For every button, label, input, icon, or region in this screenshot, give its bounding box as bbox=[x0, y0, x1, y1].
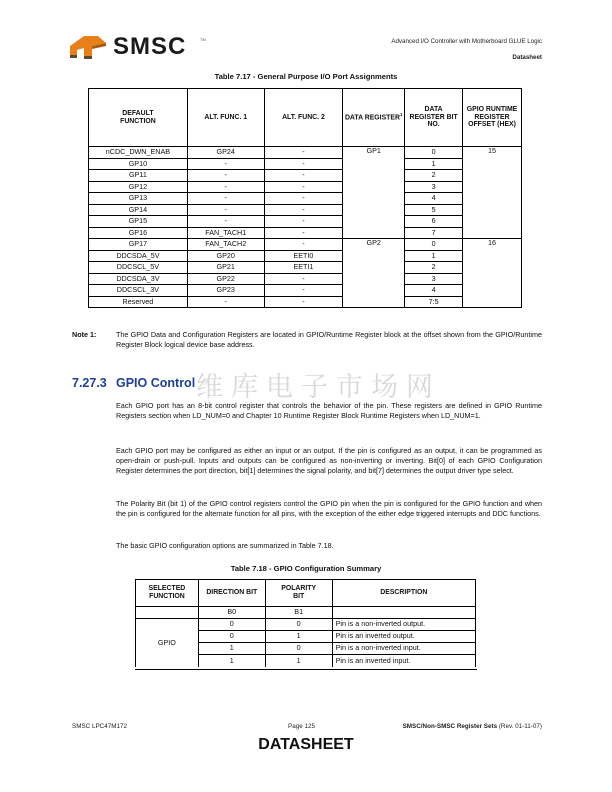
cell-alt1: - bbox=[187, 158, 264, 170]
cell-alt2: - bbox=[264, 147, 343, 159]
cell-alt2: - bbox=[264, 273, 343, 285]
cell-default: GP10 bbox=[89, 158, 188, 170]
cell-description: Pin is a non-inverted input. bbox=[332, 643, 475, 655]
cell-data-register: GP2 bbox=[343, 239, 405, 308]
cell-default: GP12 bbox=[89, 181, 188, 193]
cell-default: GP17 bbox=[89, 239, 188, 251]
cell-alt1: GP22 bbox=[187, 273, 264, 285]
cell-alt2: EETI0 bbox=[264, 250, 343, 262]
cell-bit: 2 bbox=[405, 262, 463, 274]
cell-alt2: - bbox=[264, 239, 343, 251]
note-label: Note 1: bbox=[72, 330, 97, 339]
table-subheader-row bbox=[136, 607, 476, 619]
cell-default: GP15 bbox=[89, 216, 188, 228]
cell-alt2: - bbox=[264, 296, 343, 308]
col-header-runtime-offset: GPIO RUNTIME REGISTER OFFSET (HEX) bbox=[463, 89, 522, 147]
table-row bbox=[89, 193, 522, 205]
cell-direction: 1 bbox=[198, 655, 265, 667]
col-header-description: DESCRIPTION bbox=[332, 580, 475, 607]
table-row bbox=[89, 262, 522, 274]
col-header-alt-func-2: ALT. FUNC. 2 bbox=[264, 89, 343, 147]
cell-function: GPIO bbox=[136, 619, 199, 667]
cell-description: Pin is an inverted output. bbox=[332, 631, 475, 643]
logo-wordmark: SMSC bbox=[113, 33, 187, 60]
footer-part-number: SMSC LPC47M172 bbox=[72, 723, 127, 730]
cell-data-register: GP1 bbox=[343, 147, 405, 239]
table-row bbox=[89, 239, 522, 251]
col-header-direction-bit: DIRECTION BIT bbox=[198, 580, 265, 607]
doc-type: Datasheet bbox=[512, 54, 542, 61]
cell-polarity: B1 bbox=[265, 607, 332, 619]
cell-default: GP16 bbox=[89, 227, 188, 239]
note-text: The GPIO Data and Configuration Registers are located in GPIO/Runtime Register block at the offset shown from the GPIO/Runtime Register Block logical device base address. bbox=[116, 330, 542, 349]
cell-bit: 7 bbox=[405, 227, 463, 239]
cell-alt1: - bbox=[187, 170, 264, 182]
table-row bbox=[89, 227, 522, 239]
table-row bbox=[89, 170, 522, 182]
cell-direction: 0 bbox=[198, 631, 265, 643]
section-title: GPIO Control bbox=[116, 376, 196, 390]
table-continuation-line bbox=[135, 669, 477, 670]
cell-alt2: - bbox=[264, 181, 343, 193]
cell-bit: 5 bbox=[405, 204, 463, 216]
footer-page-number: Page 125 bbox=[288, 723, 315, 730]
cell-bit: 1 bbox=[405, 158, 463, 170]
cell-offset: 15 bbox=[463, 147, 522, 239]
col-header-polarity-bit: POLARITY BIT bbox=[265, 580, 332, 607]
cell-alt2: - bbox=[264, 204, 343, 216]
cell-bit: 3 bbox=[405, 181, 463, 193]
cell-alt1: - bbox=[187, 216, 264, 228]
cell-default: DDCSCL_3V bbox=[89, 285, 188, 297]
table-row bbox=[89, 296, 522, 308]
cell-alt2: - bbox=[264, 216, 343, 228]
table-row bbox=[89, 158, 522, 170]
cell-alt1: - bbox=[187, 193, 264, 205]
gpio-port-assignments-table bbox=[88, 88, 522, 308]
cell-default: nCDC_DWN_ENAB bbox=[89, 147, 188, 159]
cell-bit: 2 bbox=[405, 170, 463, 182]
table-row bbox=[89, 181, 522, 193]
cell-alt1: GP23 bbox=[187, 285, 264, 297]
table-row bbox=[89, 273, 522, 285]
cell-default: DDCSDA_5V bbox=[89, 250, 188, 262]
cell-description: Pin is a non-inverted output. bbox=[332, 619, 475, 631]
datasheet-banner: DATASHEET bbox=[258, 736, 354, 753]
cell-bit: 7:5 bbox=[405, 296, 463, 308]
table-row bbox=[89, 147, 522, 159]
table-row bbox=[89, 285, 522, 297]
cell-description: Pin is an inverted input. bbox=[332, 655, 475, 667]
cell-alt1: GP20 bbox=[187, 250, 264, 262]
paragraph-3: The Polarity Bit (bit 1) of the GPIO control registers control the GPIO pin when the pin is configured for the GPIO function and when the pin is configured for the alternate function for all pins, with the exception of the either edge triggered interrupts and DDC functions. bbox=[116, 499, 542, 519]
paragraph-2: Each GPIO port may be configured as either an input or an output. If the pin is configured as an output, it can be programmed as open-drain or push-pull. Inputs and outputs can be configured as non-inverting or inverting. Bit[0] of each GPIO Configuration Register determines the port direction, bit[1] determines the signal polarity, and bit[7] determines the output driver type select. bbox=[116, 446, 542, 476]
cell-direction: B0 bbox=[198, 607, 265, 619]
cell-default: DDCSCL_5V bbox=[89, 262, 188, 274]
gpio-config-summary-table bbox=[135, 579, 476, 667]
cell-default: GP13 bbox=[89, 193, 188, 205]
cell-bit: 4 bbox=[405, 193, 463, 205]
cell-bit: 4 bbox=[405, 285, 463, 297]
product-title: Advanced I/O Controller with Motherboard GLUE Logic bbox=[391, 38, 542, 45]
table-header-row bbox=[136, 580, 476, 607]
table-row bbox=[89, 216, 522, 228]
table-7-18-title: Table 7.18 - GPIO Configuration Summary bbox=[230, 564, 382, 573]
cell-polarity: 0 bbox=[265, 619, 332, 631]
col-header-data-register-bit: DATA REGISTER BIT NO. bbox=[405, 89, 463, 147]
cell-bit: 1 bbox=[405, 250, 463, 262]
cell-alt1: GP24 bbox=[187, 147, 264, 159]
section-number: 7.27.3 bbox=[72, 376, 107, 390]
cell-empty bbox=[136, 607, 199, 619]
cell-alt2: - bbox=[264, 158, 343, 170]
table-header-row bbox=[89, 89, 522, 147]
cell-bit: 3 bbox=[405, 273, 463, 285]
cell-polarity: 1 bbox=[265, 655, 332, 667]
col-header-alt-func-1: ALT. FUNC. 1 bbox=[187, 89, 264, 147]
cell-offset: 16 bbox=[463, 239, 522, 308]
watermark: 维库电子市场网 bbox=[196, 372, 441, 403]
cell-bit: 0 bbox=[405, 239, 463, 251]
cell-polarity: 0 bbox=[265, 643, 332, 655]
table-row bbox=[136, 619, 476, 631]
cell-alt2: EETI1 bbox=[264, 262, 343, 274]
smsc-logo bbox=[68, 33, 218, 61]
col-header-data-register: DATA REGISTER$^1$ bbox=[343, 89, 405, 147]
col-header-selected-function: SELECTED FUNCTION bbox=[136, 580, 199, 607]
cell-bit: 6 bbox=[405, 216, 463, 228]
cell-default: DDCSDA_3V bbox=[89, 273, 188, 285]
cell-alt1: FAN_TACH1 bbox=[187, 227, 264, 239]
cell-default: GP11 bbox=[89, 170, 188, 182]
table-row bbox=[89, 250, 522, 262]
cell-alt2: - bbox=[264, 227, 343, 239]
footer-section bbox=[403, 723, 542, 730]
cell-alt1: - bbox=[187, 296, 264, 308]
smsc-logo-icon bbox=[68, 33, 108, 59]
cell-polarity: 1 bbox=[265, 631, 332, 643]
footer-section-title: SMSC/Non-SMSC Register Sets bbox=[402, 723, 498, 730]
trademark-mark: TM bbox=[200, 37, 206, 42]
cell-default: GP14 bbox=[89, 204, 188, 216]
table-row bbox=[89, 204, 522, 216]
cell-direction: 0 bbox=[198, 619, 265, 631]
cell-empty bbox=[332, 607, 475, 619]
cell-bit: 0 bbox=[405, 147, 463, 159]
table-7-17-title: Table 7.17 - General Purpose I/O Port Assignments bbox=[214, 72, 398, 81]
cell-direction: 1 bbox=[198, 643, 265, 655]
cell-alt1: FAN_TACH2 bbox=[187, 239, 264, 251]
cell-alt2: - bbox=[264, 170, 343, 182]
cell-alt2: - bbox=[264, 193, 343, 205]
paragraph-4: The basic GPIO configuration options are summarized in Table 7.18. bbox=[116, 541, 334, 550]
cell-alt2: - bbox=[264, 285, 343, 297]
footer-revision: (Rev. 01-11-07) bbox=[497, 723, 542, 730]
cell-alt1: - bbox=[187, 181, 264, 193]
paragraph-1: Each GPIO port has an 8-bit control register that controls the behavior of the pin. These registers are defined in GPIO Runtime Registers section when LD_NUM=0 and Chapter 10 Runtime Register Block Runtime Registers when LD_NUM=1. bbox=[116, 401, 542, 421]
cell-alt1: GP21 bbox=[187, 262, 264, 274]
cell-alt1: - bbox=[187, 204, 264, 216]
col-header-default-function: DEFAULT FUNCTION bbox=[89, 89, 188, 147]
cell-default: Reserved bbox=[89, 296, 188, 308]
